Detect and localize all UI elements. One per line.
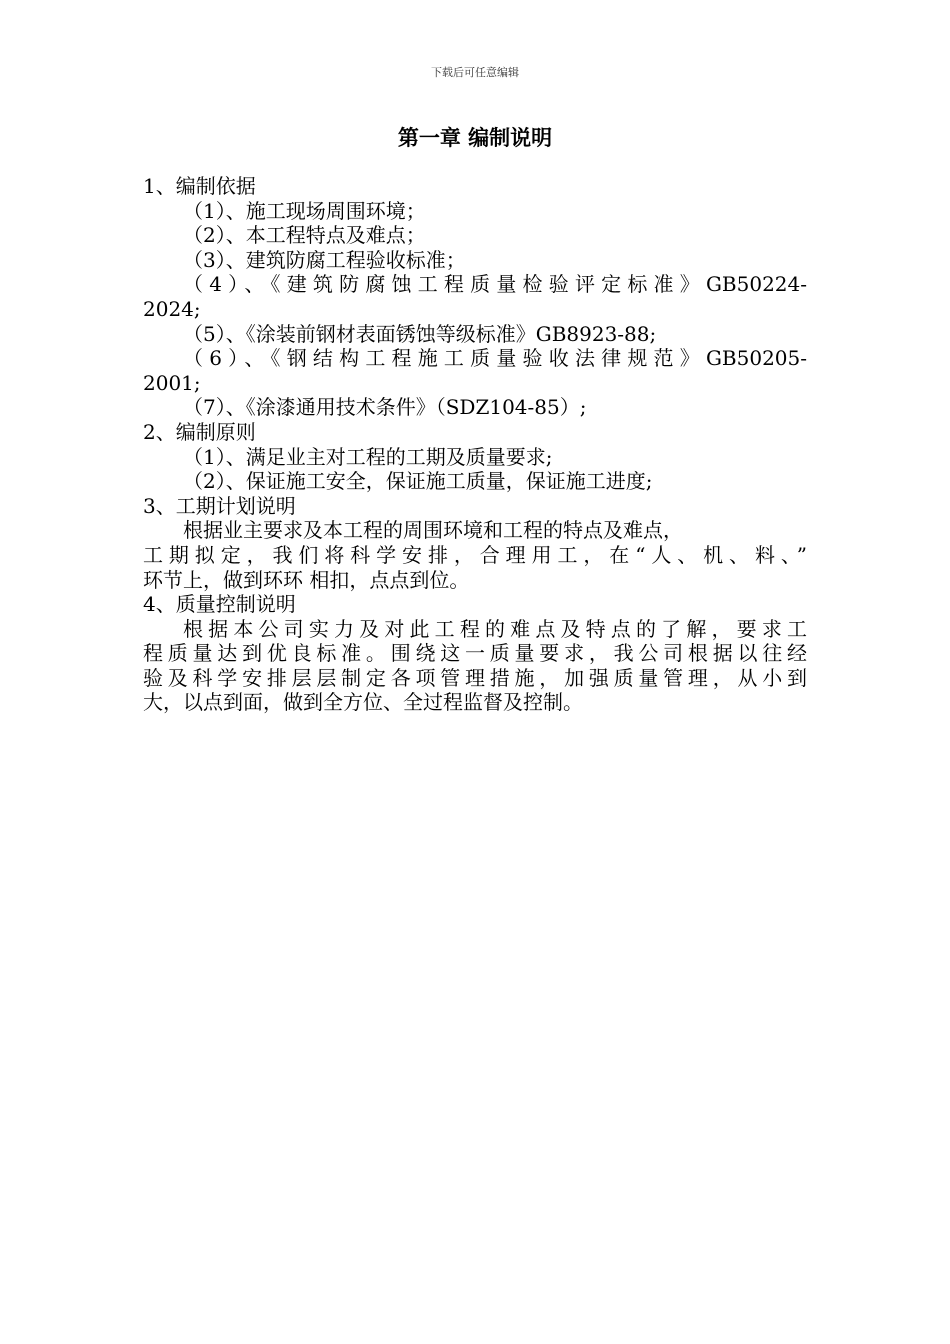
basis-item-4: （4）、《建筑防腐蚀工程质量检验评定标准》GB50224- [183,272,807,297]
basis-item-1: （1）、施工现场周围环境； [183,198,426,223]
quality-paragraph-line-1: 根据本公司实力及对此工程的难点及特点的了解，要求工 [183,616,807,641]
header-note: 下载后可任意编辑 [431,66,519,79]
quality-paragraph-line-3: 验及科学安排层层制定各项管理措施，加强质量管理，从小到 [143,665,807,690]
schedule-paragraph-line-3: 环节上，做到环环 相扣，点点到位。 [143,567,470,592]
basis-item-5: （5）、《涂装前钢材表面锈蚀等级标准》GB8923-88; [183,321,657,346]
basis-item-4-continued: 2024; [143,296,201,321]
basis-item-6: （6）、《钢结构工程施工质量验收法律规范》GB50205- [183,346,807,371]
basis-item-3: （3）、建筑防腐工程验收标准； [183,247,466,272]
schedule-paragraph-line-1: 根据业主要求及本工程的周围环境和工程的特点及难点， [183,518,683,543]
section-heading-basis: 1、编制依据 [143,174,256,198]
chapter-title: 第一章 编制说明 [397,126,553,150]
basis-item-2: （2）、本工程特点及难点； [183,223,426,248]
section-heading-schedule: 3、工期计划说明 [143,493,296,518]
section-heading-principles: 2、编制原则 [143,419,256,444]
principle-item-2: （2）、保证施工安全，保证施工质量，保证施工进度; [183,469,653,494]
basis-item-7: （7）、《涂漆通用技术条件》（SDZ104-85）; [183,395,587,420]
basis-item-6-continued: 2001; [143,370,201,395]
document-body [143,174,807,715]
schedule-paragraph-line-2: 工期拟定，我们将科学安排，合理用工，在“人、机、料、” [143,542,807,567]
principle-item-1: （1）、满足业主对工程的工期及质量要求; [183,444,553,469]
quality-paragraph-line-4: 大，以点到面，做到全方位、全过程监督及控制。 [143,690,583,715]
quality-paragraph-line-2: 程质量达到优良标准。围绕这一质量要求，我公司根据以往经 [143,641,807,666]
section-heading-quality: 4、质量控制说明 [143,592,296,617]
